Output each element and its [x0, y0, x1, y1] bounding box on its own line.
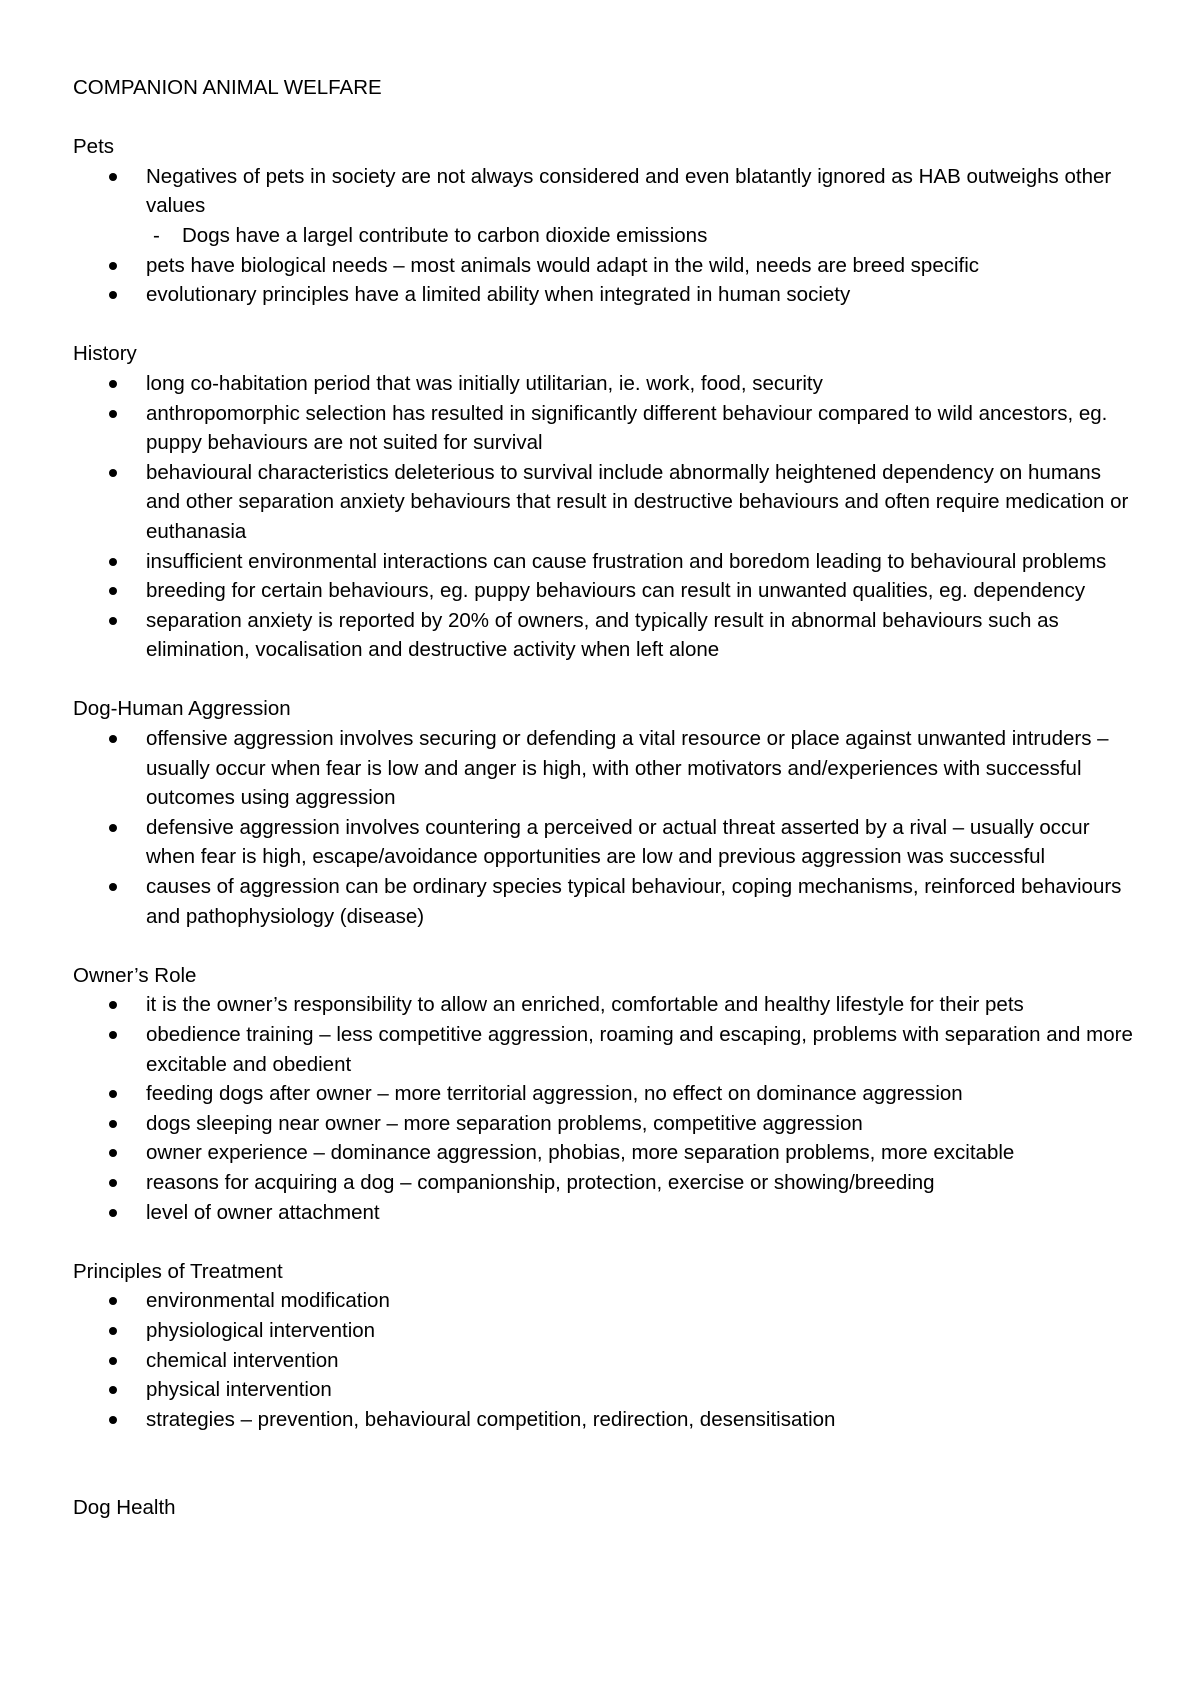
- bullet-icon: [109, 558, 117, 566]
- list-item: [73, 1198, 1140, 1228]
- bullet-icon: [109, 1297, 117, 1305]
- list-item-text: insufficient environmental interactions can cause frustration and boredom leading to behavioural problems: [146, 549, 1107, 573]
- bullet-icon: [109, 1149, 117, 1157]
- list-item-text: anthropomorphic selection has resulted in significantly different behaviour compared to wild ancestors, eg. puppy behaviours are not suited for survival: [146, 401, 1108, 455]
- list-item: [73, 724, 1140, 813]
- section-heading-dog-health: Dog Health: [73, 1496, 176, 1520]
- section-principles-of-treatment: [73, 1257, 1140, 1435]
- list-item-text: chemical intervention: [146, 1348, 339, 1372]
- bullet-icon: [109, 1209, 117, 1217]
- list-item: [73, 1138, 1140, 1168]
- list-item-text: reasons for acquiring a dog – companionship, protection, exercise or showing/breeding: [146, 1170, 935, 1194]
- sub-list-item: [73, 221, 1140, 251]
- list-item: [73, 162, 1140, 251]
- bullet-icon: [109, 735, 117, 743]
- bullet-list-history: [73, 369, 1140, 665]
- list-item: [73, 251, 1140, 281]
- list-item-text: environmental modification: [146, 1289, 390, 1313]
- list-item-text: Negatives of pets in society are not always considered and even blatantly ignored as HAB outweighs other values: [146, 164, 1112, 218]
- section-heading-owners-role: Owner’s Role: [73, 963, 197, 987]
- bullet-icon: [109, 291, 117, 299]
- section-owners-role: [73, 961, 1140, 1227]
- list-item-text: long co-habitation period that was initially utilitarian, ie. work, food, security: [146, 371, 823, 395]
- section-heading-history: History: [73, 342, 137, 366]
- list-item-text: owner experience – dominance aggression, phobias, more separation problems, more excitable: [146, 1141, 1015, 1165]
- bullet-icon: [109, 1120, 117, 1128]
- list-item: [73, 1109, 1140, 1139]
- bullet-list-aggression: [73, 724, 1140, 931]
- bullet-icon: [109, 1179, 117, 1187]
- document-title: COMPANION ANIMAL WELFARE: [73, 76, 382, 99]
- list-item: [73, 547, 1140, 577]
- bullet-list-pets: [73, 162, 1140, 310]
- bullet-icon: [109, 1357, 117, 1365]
- list-item: [73, 1346, 1140, 1376]
- bullet-icon: [109, 380, 117, 388]
- bullet-icon: [109, 587, 117, 595]
- list-item-text: dogs sleeping near owner – more separation problems, competitive aggression: [146, 1111, 863, 1135]
- list-item-text: obedience training – less competitive aggression, roaming and escaping, problems with separation and more excitable and obedient: [146, 1023, 1133, 1076]
- bullet-icon: [109, 617, 117, 625]
- list-item-text: behavioural characteristics deleterious to survival include abnormally heightened dependency on humans and other separation anxiety behaviours that result in destructive behaviours and often require medication or euthanasia: [146, 460, 1129, 543]
- bullet-list-owners-role: [73, 990, 1140, 1227]
- list-item-text: physical intervention: [146, 1378, 332, 1402]
- sub-list-item-text: Dogs have a largel contribute to carbon dioxide emissions: [182, 223, 708, 247]
- bullet-icon: [109, 824, 117, 832]
- bullet-icon: [109, 883, 117, 891]
- bullet-icon: [109, 173, 117, 181]
- list-item: [73, 369, 1140, 399]
- list-item-text: physiological intervention: [146, 1318, 376, 1342]
- list-item-text: evolutionary principles have a limited ability when integrated in human society: [146, 283, 851, 307]
- list-item: [73, 458, 1140, 547]
- list-item: [73, 1375, 1140, 1405]
- bullet-icon: [109, 1090, 117, 1098]
- list-item-text: separation anxiety is reported by 20% of owners, and typically result in abnormal behaviours such as elimination, vocalisation and destructive activity when left alone: [146, 608, 1059, 662]
- list-item: [73, 399, 1140, 458]
- list-item: [73, 606, 1140, 665]
- list-item-text: pets have biological needs – most animals would adapt in the wild, needs are breed specific: [146, 253, 980, 277]
- list-item-text: strategies – prevention, behavioural competition, redirection, desensitisation: [146, 1407, 836, 1431]
- list-item: [73, 813, 1140, 872]
- section-heading-aggression: Dog-Human Aggression: [73, 697, 291, 721]
- dash-icon: -: [153, 223, 160, 247]
- list-item: [73, 1168, 1140, 1198]
- sub-list: [146, 221, 1140, 251]
- list-item-text: offensive aggression involves securing or defending a vital resource or place against unwanted intruders – usually occur when fear is low and anger is high, with other motivators and/experiences with successful outcomes using aggression: [146, 727, 1109, 810]
- bullet-icon: [109, 469, 117, 477]
- list-item-text: defensive aggression involves countering a perceived or actual threat asserted by a rival – usually occur when fear is high, escape/avoidance opportunities are low and previous aggression was successful: [146, 815, 1090, 869]
- bullet-icon: [109, 1327, 117, 1335]
- bullet-icon: [109, 410, 117, 418]
- list-item: [73, 1079, 1140, 1109]
- section-dog-health: [73, 1493, 1140, 1523]
- bullet-icon: [109, 1001, 117, 1009]
- bullet-icon: [109, 1386, 117, 1394]
- bullet-icon: [109, 1416, 117, 1424]
- section-history: [73, 339, 1140, 665]
- section-dog-human-aggression: [73, 694, 1140, 931]
- section-heading-pets: Pets: [73, 135, 115, 159]
- list-item: [73, 1316, 1140, 1346]
- bullet-icon: [109, 262, 117, 270]
- list-item: [73, 872, 1140, 931]
- list-item: [73, 280, 1140, 310]
- list-item: [73, 1286, 1140, 1316]
- section-heading-treatment: Principles of Treatment: [73, 1259, 283, 1283]
- list-item: [73, 1020, 1140, 1079]
- list-item: [73, 990, 1140, 1020]
- list-item-text: level of owner attachment: [146, 1200, 380, 1224]
- list-item-text: it is the owner’s responsibility to allow an enriched, comfortable and healthy lifestyle for their pets: [146, 993, 1024, 1017]
- bullet-list-treatment: [73, 1286, 1140, 1434]
- list-item: [73, 576, 1140, 606]
- list-item-text: causes of aggression can be ordinary species typical behaviour, coping mechanisms, reinforced behaviours and pathophysiology (disease): [146, 875, 1122, 928]
- list-item: [73, 1405, 1140, 1435]
- list-item-text: breeding for certain behaviours, eg. puppy behaviours can result in unwanted qualities, eg. dependency: [146, 579, 1086, 603]
- bullet-icon: [109, 1031, 117, 1039]
- section-pets: [73, 132, 1140, 310]
- list-item-text: feeding dogs after owner – more territorial aggression, no effect on dominance aggression: [146, 1082, 963, 1106]
